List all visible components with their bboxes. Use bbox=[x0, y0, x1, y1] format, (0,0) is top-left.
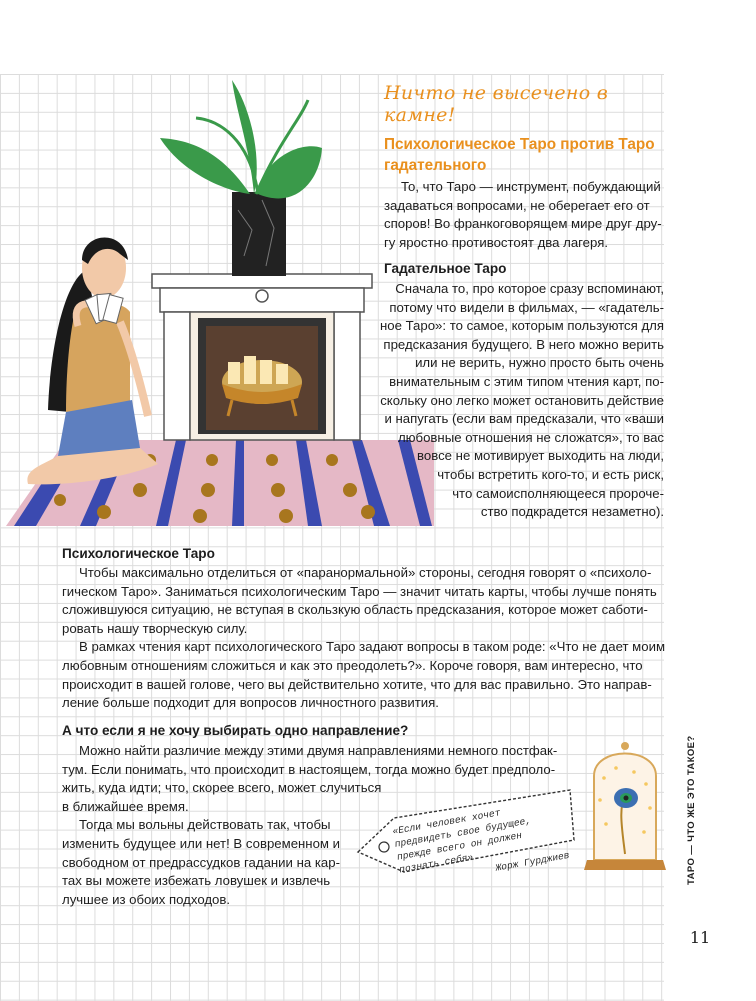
running-head-vertical: ТАРО — ЧТО ЖЕ ЭТО ТАКОЕ? bbox=[686, 735, 697, 885]
intro-paragraph: То, что Таро — инструмент, побуждающий задаваться вопросами, не оберегает его от споров! Во франкоговорящем мире друг дру- гу яростно противостоят два лагеря. bbox=[384, 179, 662, 250]
fortune-tarot-heading: Гадательное Таро bbox=[384, 261, 507, 276]
quote-author: Жорж Гурджиев bbox=[494, 849, 571, 874]
banner-heading: Ничто не высечено в камне! bbox=[384, 82, 609, 126]
fortune-tarot-paragraph: Сначала то, про которое сразу вспоминают, потому что видели в фильмах, — «гадатель- ное Таро»: то самое, которым пользуются для предсказания будущего. В него можно верить или не верить, нужно просто быть очень внимательным с этим типом чтения карт, по- скольку оно легко может остановить действие и напугать (если вам предсказали, что «ваши любовные отношения не сложатся», то вас вовсе не мотивирует выходить на люди, чтобы встретить кого-то, и есть риск, что самоисполняющееся пророче- ство подкрадется незаметно). bbox=[379, 281, 664, 520]
section-title: Психологическое Таро против Таро гадательного bbox=[384, 136, 655, 174]
right-margin bbox=[664, 0, 756, 1001]
vase bbox=[232, 192, 286, 276]
plant bbox=[160, 80, 322, 198]
bell-jar-feather-illustration bbox=[582, 728, 668, 878]
psych-tarot-heading: Психологическое Таро bbox=[62, 546, 215, 561]
fireplace bbox=[152, 274, 372, 440]
quote-text: «Если человек хочет предвидеть свое будущее, прежде всего он должен познать себя». bbox=[391, 807, 532, 876]
choice-heading: А что если я не хочу выбирать одно направление? bbox=[62, 723, 409, 738]
woman-figure bbox=[27, 237, 158, 484]
psych-tarot-paragraph: Чтобы максимально отделиться от «паранормальной» стороны, сегодня говорят о «психоло- гическом Таро». Заниматься психологическим Таро — значит читать карты, чтобы лучше понять сложившуюся ситуацию, не вступая в скользкую область предсказания, которое может саботи- ровать нашу творческую силу. В рамках чтения карт психологического Таро задают вопросы в таком роде: «Что не дает моим любовным отношениям сложиться и как это преодолеть?». Короче говоря, вам интересно, что происходит в вашей голове, чего вы действительно хотите, что для вас правильно. Это направ- ление больше подходит для вопросов личностного развития. bbox=[62, 565, 666, 711]
choice-paragraph: Можно найти различие между этими двумя направлениями немного постфак- тум. Если понимать, что происходит в настоящем, тогда можно будет предполо- жить, куда идти; что, скорее всего, может случиться в ближайшее время. Тогда мы вольны действовать так, чтобы изменить будущее или нет! В современном и свободном от предрассудков гадании на кар- тах вы можете избежать ловушек и извлечь лучшее из обоих подходов. bbox=[62, 743, 558, 907]
page-number: 11 bbox=[689, 928, 711, 947]
